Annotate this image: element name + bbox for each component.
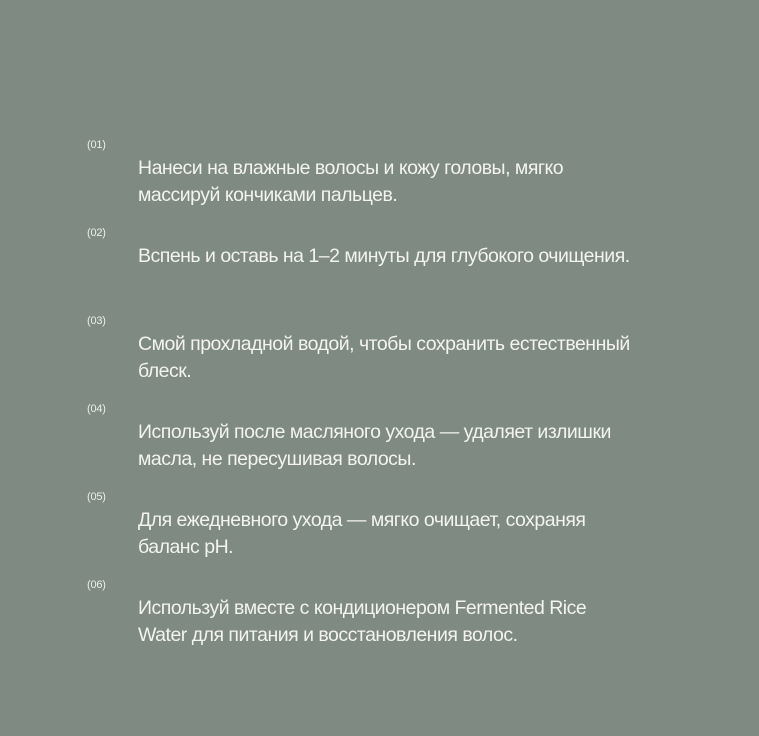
step-item-02 xyxy=(87,226,727,314)
step-text: Нанеси на влажные волосы и кожу головы, мягко массируй кончиками пальцев. xyxy=(138,157,564,206)
step-number: (05) xyxy=(87,491,106,503)
usage-steps-list xyxy=(87,138,727,666)
step-number: (03) xyxy=(87,315,106,327)
step-text: Смой прохладной водой, чтобы сохранить естественный блеск. xyxy=(138,333,630,382)
step-item-06 xyxy=(87,578,727,666)
step-item-01 xyxy=(87,138,727,226)
step-number: (06) xyxy=(87,579,106,591)
step-text: Для ежедневного ухода — мягко очищает, сохраняя баланс pH. xyxy=(138,509,586,558)
step-number: (04) xyxy=(87,403,106,415)
step-number: (01) xyxy=(87,139,106,151)
step-text: Вспень и оставь на 1–2 минуты для глубокого очищения. xyxy=(138,245,630,267)
step-item-04 xyxy=(87,402,727,490)
step-item-03 xyxy=(87,314,727,402)
step-number: (02) xyxy=(87,227,106,239)
step-text: Используй после масляного ухода — удаляет излишки масла, не пересушивая волосы. xyxy=(138,421,611,470)
step-item-05 xyxy=(87,490,727,578)
step-text: Используй вместе с кондиционером Fermented Rice Water для питания и восстановления волос. xyxy=(138,597,587,646)
